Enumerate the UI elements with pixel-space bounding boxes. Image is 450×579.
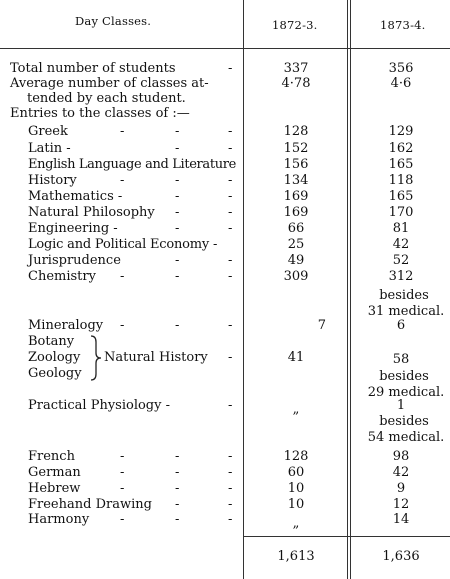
entries-heading: Entries to the classes of :— [10, 106, 190, 121]
column-rule-left [243, 0, 244, 579]
header-rule [0, 48, 450, 49]
total-1873: 1,636 [382, 549, 420, 564]
row-average-label-1: Average number of classes at- [10, 76, 209, 91]
row-natphil-1873: 170 [388, 205, 414, 220]
row-logic-1873: 42 [392, 237, 410, 252]
row-physiology-label: Practical Physiology - [28, 398, 170, 413]
row-mathematics-1873: 165 [388, 189, 414, 204]
row-total-1873: 356 [388, 61, 414, 76]
row-physiology-1873-besides: besides [379, 414, 429, 429]
row-harmony-1873: 14 [392, 512, 410, 527]
row-logic-label: Logic and Political Economy - [28, 237, 218, 252]
row-german-label: German [28, 465, 81, 480]
row-natphil-1872: 169 [283, 205, 309, 220]
row-average-1872: 4·78 [281, 76, 311, 91]
natural-history-brace-icon [88, 334, 102, 382]
row-freehand-1873: 12 [392, 497, 410, 512]
header-day-classes: Day Classes. [75, 14, 152, 28]
row-greek-label: Greek [28, 124, 68, 139]
row-engineering-1872: 66 [287, 221, 305, 236]
row-chemistry-1873: 312 [388, 269, 414, 284]
row-history-label: History [28, 173, 77, 188]
row-zoology-label: Zoology [28, 350, 81, 365]
row-greek-1873: 129 [388, 124, 414, 139]
row-harmony-label: Harmony [28, 512, 90, 527]
row-average-1873: 4·6 [390, 76, 412, 91]
row-jurisprudence-1872: 49 [287, 253, 305, 268]
row-physiology-1873-medical: 54 medical. [367, 430, 445, 445]
row-jurisprudence-1873: 52 [392, 253, 410, 268]
row-engineering-label: Engineering - [28, 221, 118, 236]
column-rule-middle [347, 0, 348, 579]
row-mineralogy-1873: 6 [396, 318, 406, 333]
row-mathematics-label: Mathematics - [28, 189, 123, 204]
row-harmony-1872: „ [292, 516, 300, 531]
row-mineralogy-1872: 7 [317, 318, 326, 333]
row-average-label-2: tended by each student. [27, 91, 186, 106]
row-logic-1872: 25 [287, 237, 305, 252]
row-freehand-label: Freehand Drawing [28, 497, 152, 512]
row-chemistry-1873-medical: 31 medical. [367, 304, 445, 319]
row-hebrew-1872: 10 [287, 481, 305, 496]
header-1872-3: 1872-3. [272, 18, 318, 32]
row-mathematics-1872: 169 [283, 189, 309, 204]
row-nathist-1873-medical: 29 medical. [367, 385, 445, 400]
row-german-1873: 42 [392, 465, 410, 480]
row-history-1873: 118 [388, 173, 414, 188]
row-latin-1872: 152 [283, 141, 309, 156]
row-english-label: English Language and Literature [28, 157, 236, 172]
row-french-label: French [28, 449, 75, 464]
row-physiology-1872: „ [292, 402, 300, 417]
row-greek-1872: 128 [283, 124, 309, 139]
total-1872: 1,613 [277, 549, 315, 564]
row-geology-label: Geology [28, 366, 82, 381]
row-total-label: Total number of students [10, 61, 176, 76]
row-nathist-1873: 58 [392, 352, 410, 367]
row-chemistry-1873-besides: besides [379, 288, 429, 303]
row-hebrew-label: Hebrew [28, 481, 81, 496]
row-nathist-1873-besides: besides [379, 369, 429, 384]
row-freehand-1872: 10 [287, 497, 305, 512]
row-natphil-label: Natural Philosophy [28, 205, 155, 220]
row-total-1872: 337 [283, 61, 309, 76]
row-engineering-1873: 81 [392, 221, 410, 236]
total-rule [243, 536, 450, 537]
row-nathist-dash: - [228, 350, 233, 365]
row-english-1873: 165 [388, 157, 414, 172]
row-nathist-1872: 41 [287, 350, 305, 365]
row-latin-1873: 162 [388, 141, 414, 156]
row-nathist-label: Natural History [104, 350, 208, 365]
row-german-1872: 60 [287, 465, 305, 480]
row-chemistry-1872: 309 [283, 269, 309, 284]
row-total-dash: - [228, 61, 233, 76]
row-physiology-dash: - [228, 398, 233, 413]
row-french-1872: 128 [283, 449, 309, 464]
row-botany-label: Botany [28, 334, 75, 349]
row-hebrew-1873: 9 [396, 481, 406, 496]
row-mineralogy-label: Mineralogy [28, 318, 104, 333]
row-chemistry-label: Chemistry [28, 269, 96, 284]
row-english-1872: 156 [283, 157, 309, 172]
header-1873-4: 1873-4. [380, 18, 426, 32]
statistics-table: Day Classes. 1872-3. 1873-4. Total number of students - 337 356 Average number of classes at- tended by each student. 4·78 4·6 Entries to the classes of :— Greek - - - 128 129 Latin - - - 152 162 English Language and Literature 156 165 History - - - 134 118 Mathematics - - - 169 165 Natural Philosophy - - 169 170 Engineering - - - 66 81 Logic and Political Economy - 25 42 Jurisprudence - - 49 52 Chemistry - - - 309 312 besides 31 medical. Mineralogy - - - 7 6 Botany Zoology Geology Natural History - 41 58 besides 29 medical. Practical Physiology - - „ 1 besides 54 medical. French - - - 128 98 German - - - 60 42 Hebrew - - - 10 9 Freehand Drawing - - 10 12 Harmony - - - „ 14 1,613 1,636 [0, 0, 450, 579]
row-french-1873: 98 [392, 449, 410, 464]
column-rule-middle-inner [350, 0, 351, 579]
row-jurisprudence-label: Jurisprudence [28, 253, 121, 268]
row-history-1872: 134 [283, 173, 309, 188]
row-latin-label: Latin - [28, 141, 71, 156]
row-physiology-1873: 1 [396, 398, 406, 413]
